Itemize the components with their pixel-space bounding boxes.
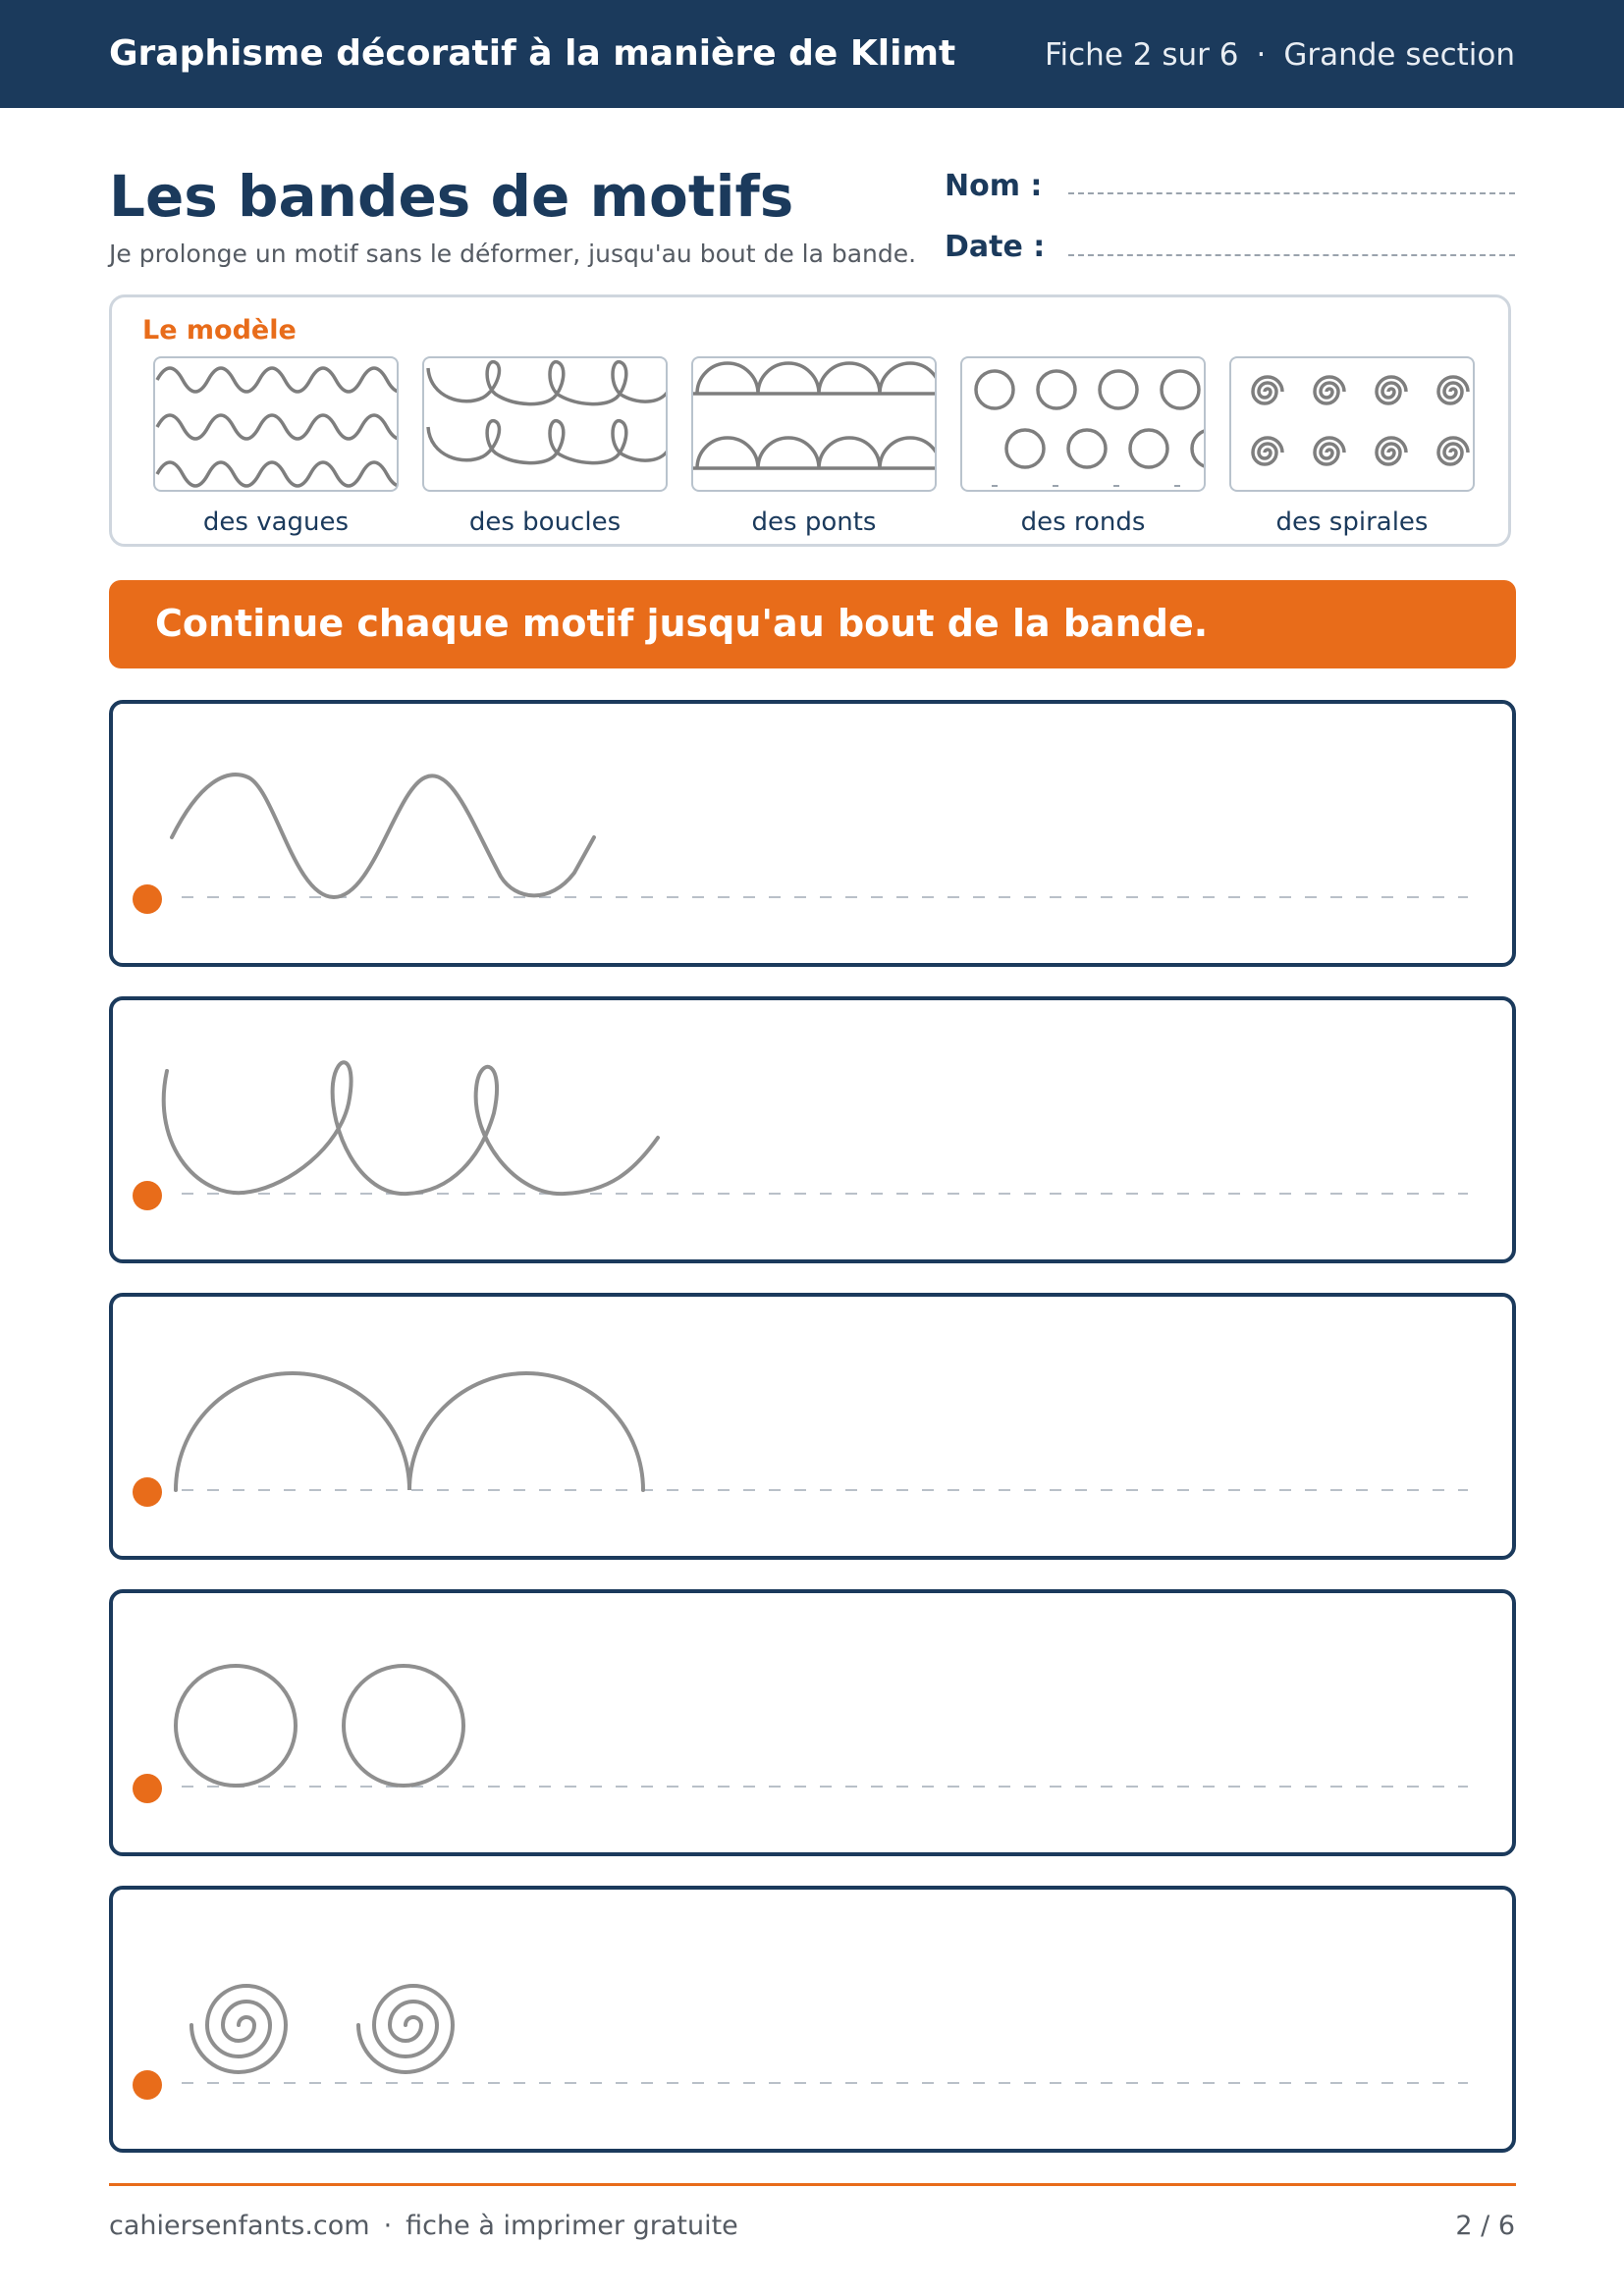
model-label-bridges: des ponts (751, 507, 877, 537)
site-link[interactable]: cahiersenfants.com (109, 2211, 370, 2241)
name-label: Nom : (945, 169, 1043, 203)
bridges-pattern-icon (691, 356, 937, 492)
tracing-strip-loops[interactable] (109, 996, 1516, 1263)
loops-pattern-icon (422, 356, 668, 492)
start-dot (133, 1774, 162, 1803)
start-dot (133, 884, 162, 914)
model-label-loops: des boucles (468, 507, 622, 537)
date-write-line[interactable] (1068, 254, 1515, 256)
page-subtitle: Je prolonge un motif sans le déformer, jusqu'au bout de la bande. (109, 240, 917, 268)
start-dot (133, 2070, 162, 2100)
start-dot (133, 1477, 162, 1507)
model-label-waves: des vagues (202, 507, 350, 537)
level-label: Grande section (1283, 37, 1515, 73)
tracing-strip-spirals[interactable] (109, 1886, 1516, 2153)
spirals-pattern-icon (1229, 356, 1475, 492)
model-panel (109, 294, 1511, 547)
tracing-strip-bridges[interactable] (109, 1293, 1516, 1560)
page-header (0, 0, 1624, 108)
footer-separator: · (383, 2211, 393, 2241)
instruction-banner: Continue chaque motif jusqu'au bout de la bande. (109, 580, 1516, 668)
tracing-strip-waves[interactable] (109, 700, 1516, 967)
circles-pattern-icon (960, 356, 1206, 492)
header-separator: · (1256, 37, 1267, 73)
waves-pattern-icon (153, 356, 399, 492)
model-label-spirals: des spirales (1275, 507, 1429, 537)
footer-rule (109, 2183, 1516, 2186)
tracing-strip-circles[interactable] (109, 1589, 1516, 1856)
header-meta (1045, 37, 1515, 73)
page-title: Les bandes de motifs (109, 163, 794, 230)
header-title: Graphisme décoratif à la manière de Klimt (109, 33, 956, 74)
model-label-circles: des ronds (1020, 507, 1146, 537)
start-dot (133, 1181, 162, 1210)
date-label: Date : (945, 230, 1046, 264)
sheet-number: Fiche 2 sur 6 (1044, 37, 1239, 73)
page-number: 2 / 6 (1455, 2211, 1515, 2241)
footer-left (109, 2211, 738, 2241)
name-write-line[interactable] (1068, 192, 1515, 194)
footer-note: fiche à imprimer gratuite (406, 2211, 738, 2241)
model-heading: Le modèle (142, 315, 297, 346)
